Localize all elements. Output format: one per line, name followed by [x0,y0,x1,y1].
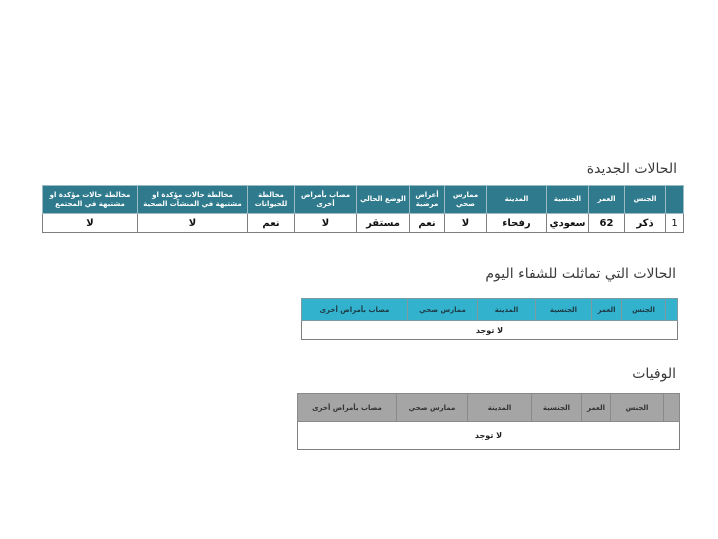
cell-city: رفحاء [487,214,547,233]
recovered-table [301,298,678,340]
table-row [43,214,684,233]
cell-gender: ذكر [625,214,666,233]
header-city: المدينة [478,299,536,321]
header-other-diseases: مصاب بأمراض أخرى [298,394,397,422]
table-header-row [43,186,684,214]
table-header-row [302,299,678,321]
header-other-diseases: مصاب بأمراض أخرى [295,186,357,214]
header-other-diseases: مصاب بأمراض أخرى [302,299,408,321]
header-city: المدينة [487,186,547,214]
cell-health-practitioner: لا [445,214,487,233]
header-gender: الجنس [625,186,666,214]
header-health-practitioner: ممارس صحي [397,394,468,422]
cell-facility-contact: لا [138,214,248,233]
header-nationality: الجنسية [547,186,589,214]
header-city: المدينة [468,394,532,422]
header-age: العمر [582,394,611,422]
header-symptoms: أعراض مرضية [410,186,445,214]
header-age: العمر [589,186,625,214]
new-cases-title: الحالات الجديدة [586,161,677,177]
table-row [298,422,680,450]
header-current-status: الوضع الحالي [357,186,410,214]
row-index-header [666,186,684,214]
header-facility-contact: مخالطة حالات مؤكدة او مشتبهة في المنشآت الصحية [138,186,248,214]
new-cases-table [42,185,684,233]
empty-message: لا توجد [298,422,680,450]
header-animal-contact: مخالطة للحيوانات [248,186,295,214]
header-nationality: الجنسية [536,299,592,321]
header-age: العمر [592,299,622,321]
cell-nationality: سعودي [547,214,589,233]
header-community-contact: مخالطة حالات مؤكدة او مشتبهة في المجتمع [43,186,138,214]
header-health-practitioner: ممارس صحي [445,186,487,214]
cell-age: 62 [589,214,625,233]
table-header-row [298,394,680,422]
recovered-title: الحالات التي تماثلت للشفاء اليوم [485,266,676,282]
header-gender: الجنس [611,394,664,422]
cell-community-contact: لا [43,214,138,233]
header-nationality: الجنسية [532,394,582,422]
header-gender: الجنس [622,299,666,321]
row-index: 1 [666,214,684,233]
deaths-table [297,393,680,450]
row-index-header [666,299,678,321]
row-index-header [664,394,680,422]
cell-animal-contact: نعم [248,214,295,233]
empty-message: لا توجد [302,321,678,340]
table-row [302,321,678,340]
cell-other-diseases: لا [295,214,357,233]
header-health-practitioner: ممارس صحي [408,299,478,321]
deaths-title: الوفيات [632,366,676,382]
cell-current-status: مستقر [357,214,410,233]
cell-symptoms: نعم [410,214,445,233]
